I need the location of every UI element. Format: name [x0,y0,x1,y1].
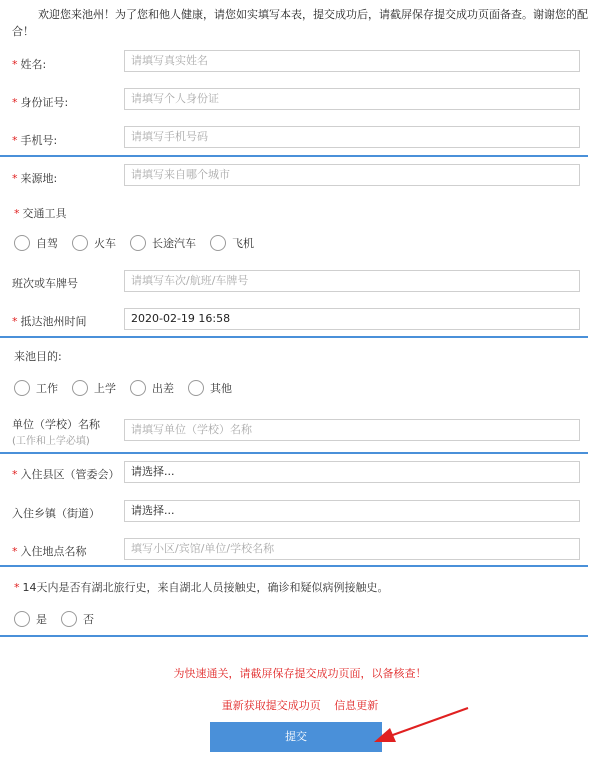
refetch-success-page-link[interactable]: 重新获取提交成功页 [221,699,321,712]
county-select[interactable]: 请选择... [124,461,580,483]
employer-label-text: 单位（学校）名称 [12,418,100,431]
travel-history-label [14,579,389,595]
required-mark: * [12,134,18,147]
radio-label: 火车 [94,237,116,250]
phone-label-text: 手机号: [20,134,58,147]
transport-option-coach[interactable] [130,235,196,251]
radio-circle[interactable] [14,380,30,396]
purpose-option-other[interactable] [188,380,232,396]
info-update-link[interactable]: 信息更新 [334,699,379,712]
transport-radio-group [14,235,268,251]
radio-label: 自驾 [36,237,58,250]
arrival-time-label [12,313,87,329]
radio-circle[interactable] [14,235,30,251]
radio-label: 上学 [94,382,116,395]
employer-input[interactable]: 请填写单位（学校）名称 [124,419,580,441]
transport-label-text: 交通工具 [22,207,67,220]
transport-option-plane[interactable] [210,235,254,251]
arrival-time-label-text: 抵达池州时间 [20,315,87,328]
intro-text: 欢迎您来池州！为了您和他人健康，请您如实填写本表，提交成功后，请截屏保存提交成功页面备查。谢谢您的配合！ [12,8,588,38]
radio-circle[interactable] [61,611,77,627]
origin-label-text: 来源地: [20,172,58,185]
transport-option-self-drive[interactable] [14,235,58,251]
radio-label: 飞机 [232,237,254,250]
id-number-input[interactable]: 请填写个人身份证 [124,88,580,110]
name-label [12,56,46,72]
phone-input[interactable]: 请填写手机号码 [124,126,580,148]
section-divider [0,635,588,637]
required-mark: * [12,96,18,109]
radio-circle[interactable] [188,380,204,396]
purpose-option-work[interactable] [14,380,58,396]
radio-label: 否 [83,613,94,626]
travel-history-radio-group [14,611,108,627]
screenshot-notice: 为快速通关，请截屏保存提交成功页面，以备核查！ [173,667,427,680]
radio-label: 出差 [152,382,174,395]
address-label-text: 入住地点名称 [20,545,87,558]
section-divider [0,336,588,338]
employer-label [12,416,100,447]
purpose-option-business-trip[interactable] [130,380,174,396]
radio-circle[interactable] [130,235,146,251]
township-select[interactable]: 请选择... [124,500,580,522]
travel-history-option-yes[interactable] [14,611,47,627]
address-input[interactable]: 填写小区/宾馆/单位/学校名称 [124,538,580,560]
red-arrow-icon [360,702,472,748]
radio-label: 长途汽车 [152,237,196,250]
purpose-option-school[interactable] [72,380,116,396]
county-label [12,466,120,482]
phone-label [12,132,57,148]
section-divider [0,452,588,454]
origin-input[interactable]: 请填写来自哪个城市 [124,164,580,186]
purpose-label: 来池目的: [14,350,62,363]
transport-label [14,205,67,221]
transport-option-train[interactable] [72,235,116,251]
radio-circle[interactable] [72,380,88,396]
travel-history-label-text: 14天内是否有湖北旅行史，来自湖北人员接触史，确诊和疑似病例接触史。 [22,581,389,594]
required-mark: * [12,172,18,185]
required-mark: * [14,207,20,220]
name-label-text: 姓名: [20,58,47,71]
township-label: 入住乡镇（街道） [12,507,100,520]
county-label-text: 入住县区（管委会） [20,468,120,481]
section-divider [0,565,588,567]
name-input[interactable]: 请填写真实姓名 [124,50,580,72]
required-mark: * [12,545,18,558]
required-mark: * [14,581,20,594]
footer-links [0,697,600,713]
id-label-text: 身份证号: [20,96,69,109]
purpose-radio-group [14,380,246,396]
radio-circle[interactable] [210,235,226,251]
vehicle-number-input[interactable]: 请填写车次/航班/车牌号 [124,270,580,292]
travel-history-option-no[interactable] [61,611,94,627]
origin-label [12,170,57,186]
required-mark: * [12,468,18,481]
radio-label: 其他 [210,382,232,395]
radio-circle[interactable] [130,380,146,396]
radio-circle[interactable] [72,235,88,251]
section-divider [0,155,588,157]
radio-label: 工作 [36,382,58,395]
radio-label: 是 [36,613,47,626]
radio-circle[interactable] [14,611,30,627]
vehicle-number-label: 班次或车牌号 [12,277,78,290]
required-mark: * [12,58,18,71]
required-mark: * [12,315,18,328]
submit-button[interactable]: 提交 [210,722,382,752]
id-label [12,94,68,110]
arrival-time-input[interactable]: 2020-02-19 16:58 [124,308,580,330]
address-label [12,543,87,559]
employer-sublabel: (工作和上学必填) [12,436,90,447]
